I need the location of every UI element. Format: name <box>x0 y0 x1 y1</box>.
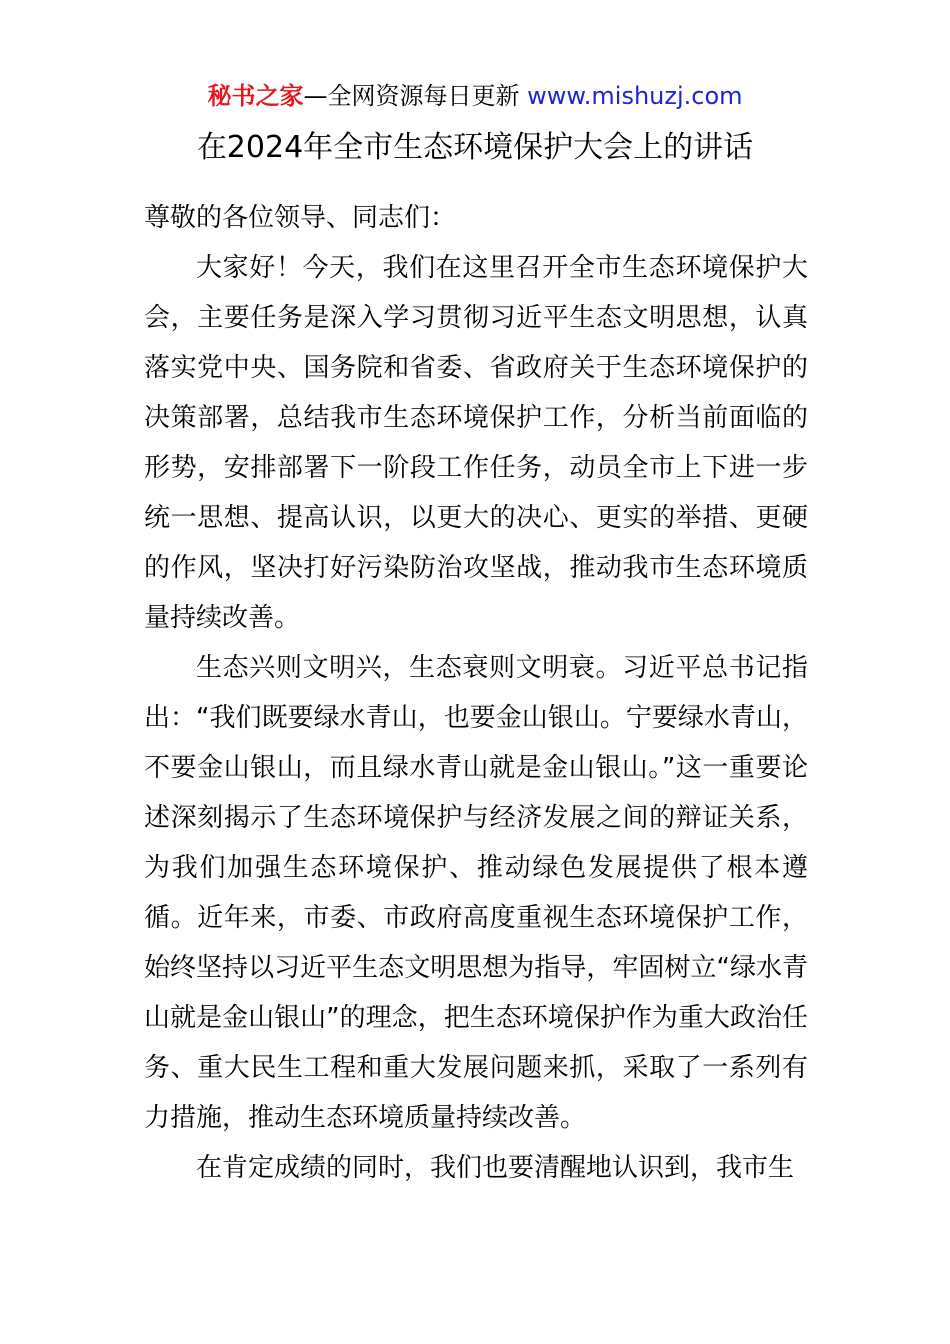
greeting: 尊敬的各位领导、同志们： <box>144 203 457 233</box>
document-body <box>144 193 808 1193</box>
site-header <box>0 80 950 112</box>
paragraph-3: 在肯定成绩的同时，我们也要清醒地认识到，我市生 <box>196 1153 795 1183</box>
site-url-link[interactable]: www.mishuzj.com <box>527 82 743 110</box>
document-title: 在2024年全市生态环境保护大会上的讲话 <box>196 130 754 165</box>
brand-name: 秘书之家 <box>207 82 304 110</box>
paragraph-2: 生态兴则文明兴，生态衰则文明衰。习近平总书记指出：“我们既要绿水青山，也要金山银山。宁要绿水青山，不要金山银山，而且绿水青山就是金山银山。”这一重要论述深刻揭示了生态环境保护与经济发展之间的辩证关系，为我们加强生态环境保护、推动绿色发展提供了根本遵循。近年来，市委、市政府高度重视生态环境保护工作，始终坚持以习近平生态文明思想为指导，牢固树立“绿水青山就是金山银山”的理念，把生态环境保护作为重大政治任务、重大民生工程和重大发展问题来抓，采取了一系列有力措施，推动生态环境质量持续改善。 <box>144 653 808 1133</box>
header-tagline: —全网资源每日更新 <box>303 82 520 110</box>
paragraph-1: 大家好！今天，我们在这里召开全市生态环境保护大会，主要任务是深入学习贯彻习近平生态文明思想，认真落实党中央、国务院和省委、省政府关于生态环境保护的决策部署，总结我市生态环境保护工作，分析当前面临的形势，安排部署下一阶段工作任务，动员全市上下进一步统一思想、提高认识，以更大的决心、更实的举措、更硬的作风，坚决打好污染防治攻坚战，推动我市生态环境质量持续改善。 <box>144 253 808 633</box>
